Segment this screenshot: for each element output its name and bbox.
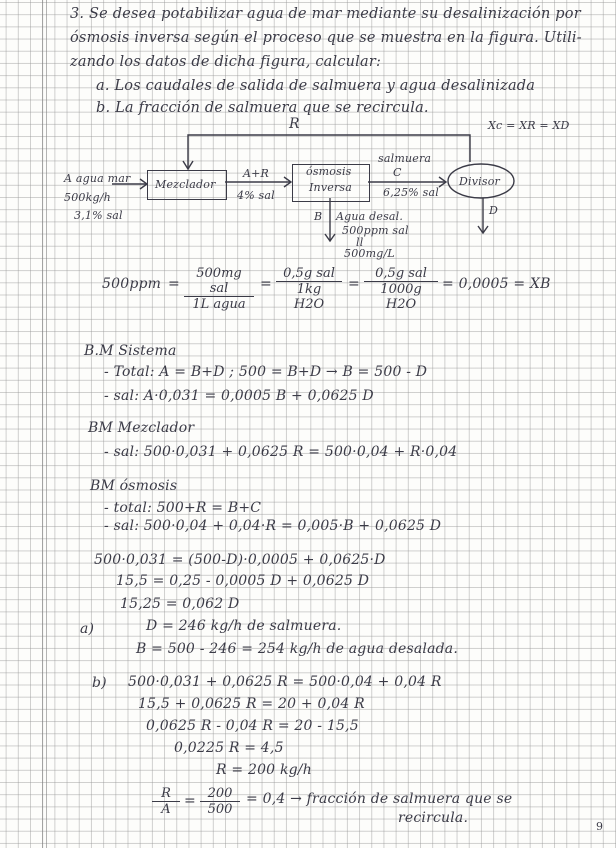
divider-label: Divisor bbox=[459, 175, 500, 188]
recycle-label: R bbox=[289, 116, 300, 132]
stream-ar-label: A+R bbox=[243, 167, 270, 180]
problem-line-2: ósmosis inversa según el proceso que se muestra en la figura. Utili- bbox=[70, 30, 582, 46]
desal-conc: 500mg/L bbox=[344, 247, 395, 260]
ratio-eq: = bbox=[184, 793, 196, 809]
ratio-result-2: recircula. bbox=[398, 810, 469, 826]
conversion-eq-3: = bbox=[348, 276, 360, 292]
out-d-label: D bbox=[489, 204, 499, 217]
stream-ar-salt: 4% sal bbox=[237, 189, 275, 202]
conversion-eq-2: = bbox=[260, 276, 272, 292]
osmosis-salt-balance: - sal: 500·0,04 + 0,04·R = 0,005·B + 0,0625 D bbox=[104, 518, 442, 534]
answer-b-step-2: 15,5 + 0,0625 R = 20 + 0,04 R bbox=[138, 696, 365, 712]
answer-b-label: b) bbox=[92, 675, 107, 691]
feed-rate: 500kg/h bbox=[64, 191, 111, 204]
system-total-balance: - Total: A = B+D ; 500 = B+D → B = 500 - D bbox=[104, 364, 428, 380]
mixer-balance-title: BM Mezclador bbox=[88, 420, 195, 436]
problem-line-3: zando los datos de dicha figura, calcular: bbox=[70, 54, 382, 70]
ratio-r-over-a: $\frac{R}{A}$ bbox=[152, 786, 180, 817]
mixer-label: Mezclador bbox=[155, 178, 216, 191]
problem-item-a: a. Los caudales de salida de salmuera y agua desalinizada bbox=[96, 78, 536, 94]
feed-label: A agua mar bbox=[64, 172, 131, 185]
brine-stream-c: C bbox=[393, 166, 402, 179]
page-number: 9 bbox=[596, 820, 604, 833]
solution-step-3: 15,25 = 0,062 D bbox=[120, 596, 240, 612]
answer-a-label: a) bbox=[80, 621, 95, 637]
conversion-result: = 0,0005 = XB bbox=[442, 276, 551, 292]
desal-eq: ll bbox=[356, 236, 364, 249]
osmosis-balance-title: BM ósmosis bbox=[90, 478, 178, 494]
brine-salt: 6,25% sal bbox=[383, 186, 439, 199]
ratio-result: = 0,4 → fracción de salmuera que se bbox=[246, 791, 513, 807]
answer-b-step-3: 0,0625 R - 0,04 R = 20 - 15,5 bbox=[146, 718, 359, 734]
problem-item-b: b. La fracción de salmuera que se recircula. bbox=[96, 100, 429, 116]
osmosis-label-2: Inversa bbox=[309, 181, 353, 194]
answer-b-step-4: 0,0225 R = 4,5 bbox=[174, 740, 284, 756]
solution-step-2: 15,5 = 0,25 - 0,0005 D + 0,0625 D bbox=[116, 573, 370, 589]
conversion-lhs: 500ppm bbox=[102, 276, 162, 292]
problem-line-1: 3. Se desea potabilizar agua de mar mediante su desalinización por bbox=[70, 6, 581, 22]
brine-label: salmuera bbox=[378, 152, 432, 165]
desal-ppm: 500ppm sal bbox=[342, 224, 409, 237]
out-b-label: B bbox=[314, 210, 323, 223]
answer-a-b: B = 500 - 246 = 254 kg/h de agua desalada. bbox=[136, 641, 459, 657]
composition-label: Xc = XR = XD bbox=[488, 119, 570, 132]
osmosis-total-balance: - total: 500+R = B+C bbox=[104, 500, 262, 516]
desal-label: Agua desal. bbox=[336, 210, 404, 223]
system-salt-balance: - sal: A·0,031 = 0,0005 B + 0,0625 D bbox=[104, 388, 374, 404]
fraction-mg-per-litre: 500mg sal 1L agua bbox=[184, 266, 254, 312]
answer-a-d: D = 246 kg/h de salmuera. bbox=[146, 618, 342, 634]
conversion-eq-1: = bbox=[168, 276, 180, 292]
solution-step-1: 500·0,031 = (500-D)·0,0005 + 0,0625·D bbox=[94, 552, 386, 568]
ratio-values: $\frac{200}{500}$ bbox=[200, 786, 240, 817]
osmosis-label-1: ósmosis bbox=[306, 165, 352, 178]
fraction-g-per-g: 0,5g sal 1000g H2O bbox=[364, 266, 438, 312]
fraction-g-per-kg: 0,5g sal 1kg H2O bbox=[276, 266, 342, 312]
mixer-salt-balance: - sal: 500·0,031 + 0,0625 R = 500·0,04 + R·0,04 bbox=[104, 444, 458, 460]
process-diagram bbox=[0, 0, 616, 270]
answer-b-step-1: 500·0,031 + 0,0625 R = 500·0,04 + 0,04 R bbox=[128, 674, 442, 690]
feed-salt: 3,1% sal bbox=[74, 209, 123, 222]
answer-b-step-5: R = 200 kg/h bbox=[216, 762, 312, 778]
system-balance-title: B.M Sistema bbox=[84, 343, 177, 359]
